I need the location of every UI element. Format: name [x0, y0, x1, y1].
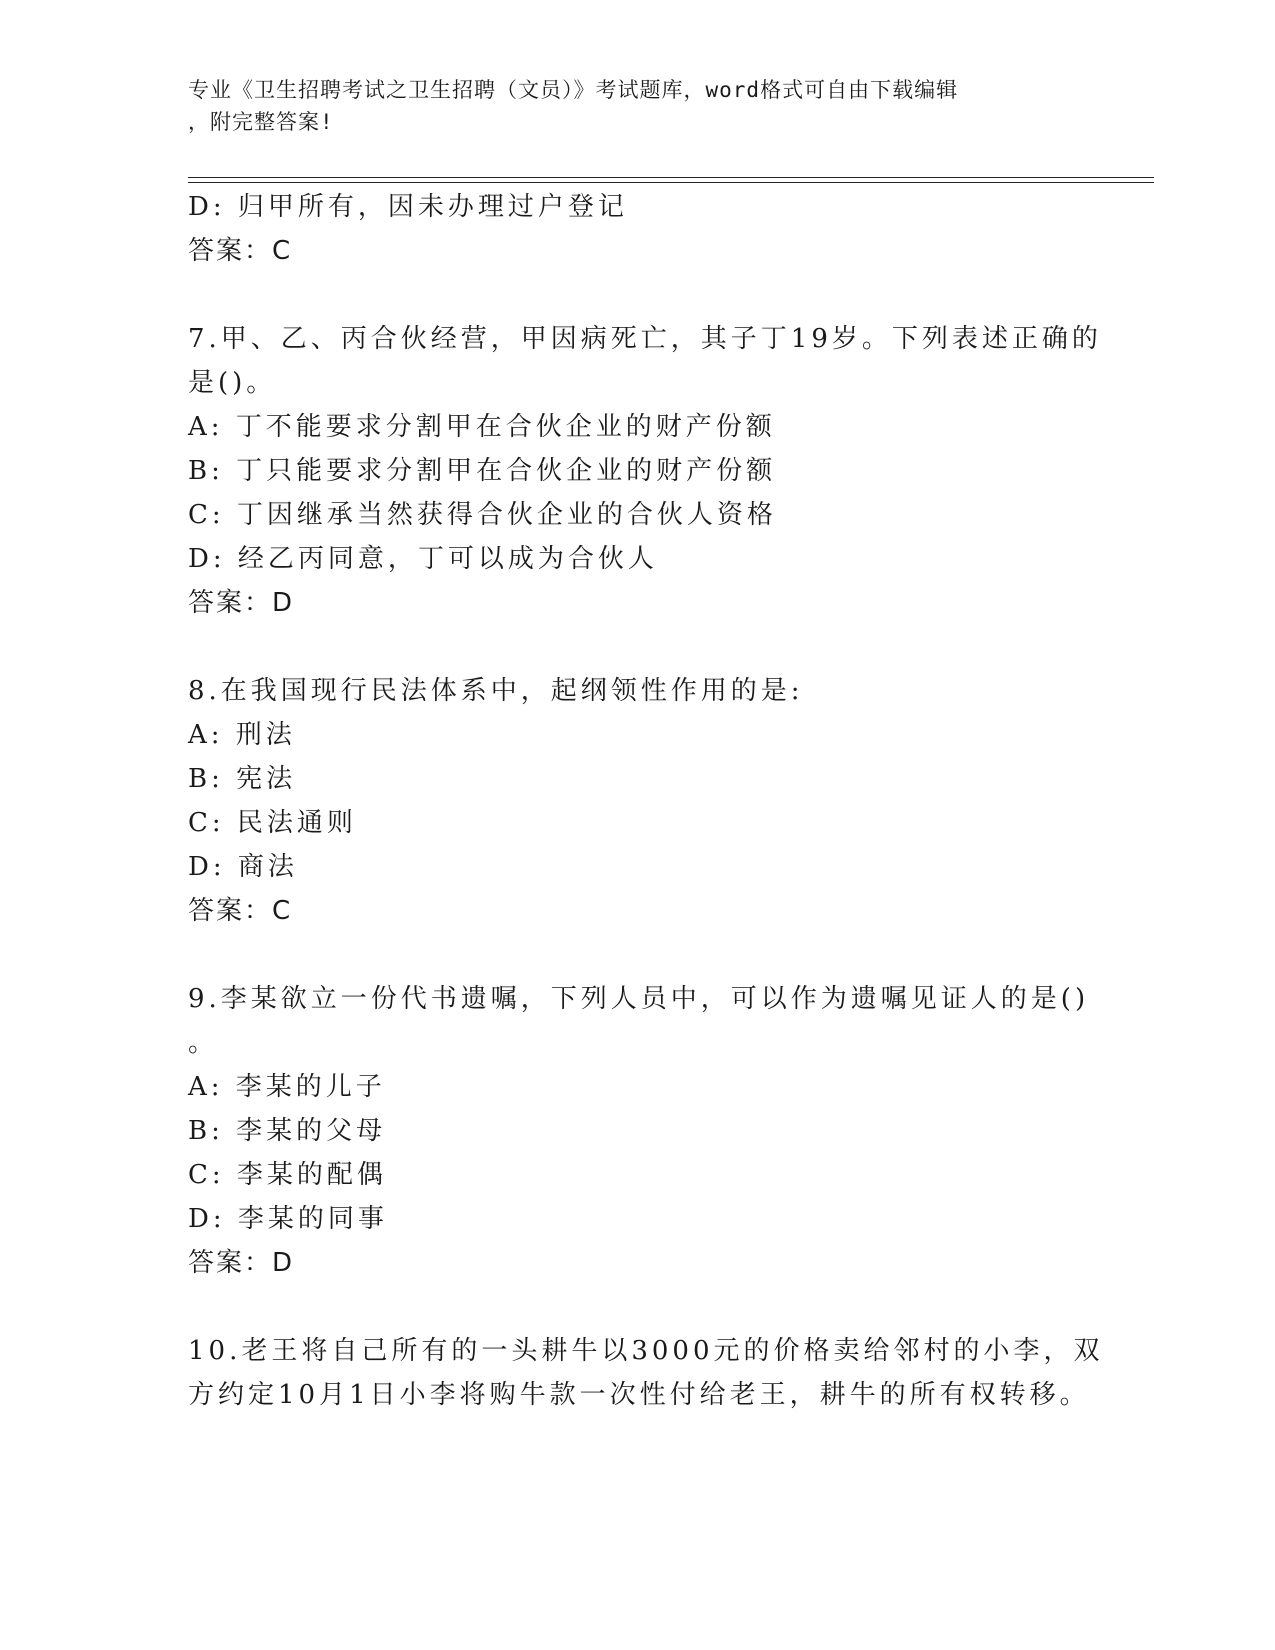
q7-stem-line2: 是()。	[188, 368, 277, 398]
q7-option-b: B: 丁只能要求分割甲在合伙企业的财产份额	[188, 456, 777, 486]
q8-answer: 答案：C	[188, 896, 293, 926]
q8-option-c: C: 民法通则	[188, 808, 357, 838]
q8-stem-line1: 8.在我国现行民法体系中，起纲领性作用的是:	[188, 676, 804, 706]
q7-option-c: C: 丁因继承当然获得合伙企业的合伙人资格	[188, 500, 777, 530]
header-title-line: 专业《卫生招聘考试之卫生招聘（文员）》考试题库，word格式可自由下载编辑	[188, 78, 959, 102]
q7-answer: 答案：D	[188, 588, 295, 618]
q9-answer: 答案：D	[188, 1248, 295, 1278]
header-divider-bottom	[188, 182, 1154, 183]
q9-option-d: D: 李某的同事	[188, 1204, 388, 1234]
q6-option-d: D: 归甲所有，因未办理过户登记	[188, 192, 628, 222]
q6-answer: 答案：C	[188, 236, 293, 266]
q8-option-a: A: 刑法	[188, 720, 296, 750]
header-divider-top	[188, 177, 1154, 178]
q7-stem-line1: 7.甲、乙、丙合伙经营，甲因病死亡，其子丁19岁。下列表述正确的	[188, 324, 1102, 354]
document-header	[188, 74, 1088, 138]
q8-option-d: D: 商法	[188, 852, 298, 882]
q7-option-d: D: 经乙丙同意，丁可以成为合伙人	[188, 544, 658, 574]
q9-stem-line2: 。	[188, 1028, 219, 1058]
q7-option-a: A: 丁不能要求分割甲在合伙企业的财产份额	[188, 412, 776, 442]
q8-option-b: B: 宪法	[188, 764, 297, 794]
q9-option-c: C: 李某的配偶	[188, 1160, 387, 1190]
header-title-continuation: ，附完整答案!	[188, 110, 334, 134]
q9-stem-line1: 9.李某欲立一份代书遗嘱，下列人员中，可以作为遗嘱见证人的是()	[188, 984, 1090, 1014]
q9-option-b: B: 李某的父母	[188, 1116, 387, 1146]
q9-option-a: A: 李某的儿子	[188, 1072, 386, 1102]
q10-stem-line2: 方约定10月1日小李将购牛款一次性付给老王，耕牛的所有权转移。	[188, 1380, 1090, 1410]
q10-stem-line1: 10.老王将自己所有的一头耕牛以3000元的价格卖给邻村的小李，双	[188, 1336, 1104, 1366]
